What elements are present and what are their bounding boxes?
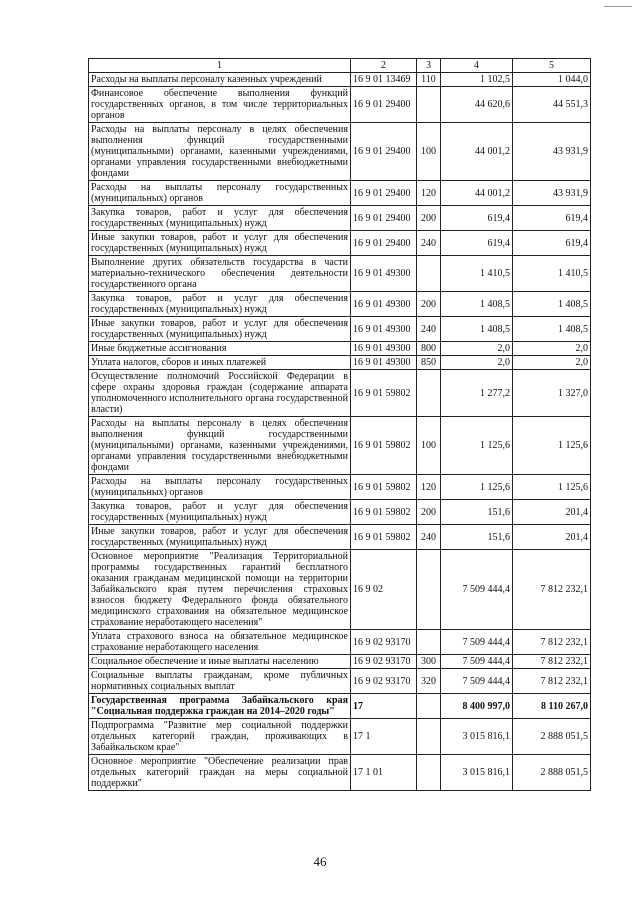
row-amount-1: 2,0 bbox=[441, 342, 513, 356]
row-amount-2: 7 812 232,1 bbox=[513, 655, 591, 669]
row-amount-2: 1 408,5 bbox=[513, 317, 591, 342]
row-expense-type bbox=[417, 550, 441, 630]
table-row bbox=[89, 417, 591, 475]
corner-mark bbox=[604, 6, 632, 7]
row-expense-type: 110 bbox=[417, 73, 441, 87]
row-description: Расходы на выплаты персоналу государственных (муниципальных) органов bbox=[89, 475, 351, 500]
row-code: 16 9 01 29400 bbox=[351, 231, 417, 256]
row-amount-1: 8 400 997,0 bbox=[441, 694, 513, 719]
row-code: 16 9 01 29400 bbox=[351, 181, 417, 206]
row-amount-1: 1 125,6 bbox=[441, 417, 513, 475]
row-amount-2: 619,4 bbox=[513, 206, 591, 231]
row-code: 16 9 01 29400 bbox=[351, 123, 417, 181]
row-code: 16 9 01 49300 bbox=[351, 342, 417, 356]
row-amount-1: 1 410,5 bbox=[441, 256, 513, 292]
row-expense-type: 120 bbox=[417, 181, 441, 206]
table-row bbox=[89, 755, 591, 791]
row-expense-type: 100 bbox=[417, 123, 441, 181]
row-code: 16 9 01 49300 bbox=[351, 256, 417, 292]
header-col-1: 1 bbox=[89, 59, 351, 73]
table-row bbox=[89, 123, 591, 181]
row-amount-2: 7 812 232,1 bbox=[513, 550, 591, 630]
table-row bbox=[89, 669, 591, 694]
table-row bbox=[89, 525, 591, 550]
row-amount-1: 44 001,2 bbox=[441, 181, 513, 206]
header-col-3: 3 bbox=[417, 59, 441, 73]
row-expense-type: 240 bbox=[417, 317, 441, 342]
row-expense-type: 240 bbox=[417, 231, 441, 256]
row-expense-type: 200 bbox=[417, 292, 441, 317]
table-row bbox=[89, 256, 591, 292]
row-description: Иные бюджетные ассигнования bbox=[89, 342, 351, 356]
row-expense-type bbox=[417, 755, 441, 791]
row-expense-type: 120 bbox=[417, 475, 441, 500]
row-amount-1: 1 102,5 bbox=[441, 73, 513, 87]
row-amount-1: 44 620,6 bbox=[441, 87, 513, 123]
row-amount-2: 7 812 232,1 bbox=[513, 669, 591, 694]
row-expense-type: 200 bbox=[417, 500, 441, 525]
row-amount-1: 1 125,6 bbox=[441, 475, 513, 500]
table-row bbox=[89, 73, 591, 87]
row-amount-2: 201,4 bbox=[513, 500, 591, 525]
page-number: 46 bbox=[313, 854, 327, 869]
row-amount-2: 43 931,9 bbox=[513, 123, 591, 181]
row-expense-type: 300 bbox=[417, 655, 441, 669]
table-row bbox=[89, 206, 591, 231]
row-expense-type bbox=[417, 87, 441, 123]
row-expense-type: 200 bbox=[417, 206, 441, 231]
table-row bbox=[89, 87, 591, 123]
row-expense-type bbox=[417, 719, 441, 755]
row-amount-2: 1 125,6 bbox=[513, 475, 591, 500]
header-col-4: 4 bbox=[441, 59, 513, 73]
table-row bbox=[89, 231, 591, 256]
row-amount-1: 7 509 444,4 bbox=[441, 550, 513, 630]
row-amount-2: 44 551,3 bbox=[513, 87, 591, 123]
table-row bbox=[89, 630, 591, 655]
row-code: 16 9 01 49300 bbox=[351, 292, 417, 317]
row-description: Уплата налогов, сборов и иных платежей bbox=[89, 356, 351, 370]
table-row bbox=[89, 719, 591, 755]
row-amount-2: 1 408,5 bbox=[513, 292, 591, 317]
row-expense-type bbox=[417, 630, 441, 655]
row-code: 16 9 01 59802 bbox=[351, 475, 417, 500]
row-expense-type: 850 bbox=[417, 356, 441, 370]
table-row bbox=[89, 655, 591, 669]
header-col-2: 2 bbox=[351, 59, 417, 73]
row-expense-type: 100 bbox=[417, 417, 441, 475]
row-amount-1: 1 277,2 bbox=[441, 370, 513, 417]
row-amount-2: 2 888 051,5 bbox=[513, 719, 591, 755]
row-expense-type: 240 bbox=[417, 525, 441, 550]
row-amount-2: 1 044,0 bbox=[513, 73, 591, 87]
row-description: Закупка товаров, работ и услуг для обеспечения государственных (муниципальных) нужд bbox=[89, 500, 351, 525]
row-code: 16 9 02 bbox=[351, 550, 417, 630]
row-description: Социальное обеспечение и иные выплаты населению bbox=[89, 655, 351, 669]
row-expense-type bbox=[417, 256, 441, 292]
row-amount-1: 3 015 816,1 bbox=[441, 719, 513, 755]
row-code: 16 9 02 93170 bbox=[351, 655, 417, 669]
table-row bbox=[89, 370, 591, 417]
row-description: Иные закупки товаров, работ и услуг для обеспечения государственных (муниципальных) нужд bbox=[89, 231, 351, 256]
header-col-5: 5 bbox=[513, 59, 591, 73]
row-amount-2: 201,4 bbox=[513, 525, 591, 550]
row-code: 16 9 02 93170 bbox=[351, 669, 417, 694]
row-amount-2: 43 931,9 bbox=[513, 181, 591, 206]
row-description: Расходы на выплаты персоналу казенных учреждений bbox=[89, 73, 351, 87]
row-amount-1: 3 015 816,1 bbox=[441, 755, 513, 791]
row-description: Финансовое обеспечение выполнения функций государственных органов, в том числе территориальных органов bbox=[89, 87, 351, 123]
row-description: Выполнение других обязательств государства в части материально-технического обеспечения деятельности государственного органа bbox=[89, 256, 351, 292]
row-code: 16 9 01 59802 bbox=[351, 417, 417, 475]
table-row bbox=[89, 500, 591, 525]
table-row bbox=[89, 356, 591, 370]
row-description: Основное мероприятие "Реализация Территориальной программы государственных гарантий бесплатного оказания гражданам медицинской помощи на территории Забайкальского края путем перечисления страховых взносов бюджету Федерального фонда обязательного медицинского страхования на обязательное медицинское страхование неработающего населения" bbox=[89, 550, 351, 630]
row-amount-2: 1 327,0 bbox=[513, 370, 591, 417]
row-description: Осуществление полномочий Российской Федерации в сфере охраны здоровья граждан (содержание аппарата уполномоченного исполнительного органа государственной власти) bbox=[89, 370, 351, 417]
row-code: 17 1 bbox=[351, 719, 417, 755]
row-description: Государственная программа Забайкальского края "Социальная поддержка граждан на 2014–2020 годы" bbox=[89, 694, 351, 719]
row-amount-1: 1 408,5 bbox=[441, 292, 513, 317]
row-code: 17 bbox=[351, 694, 417, 719]
row-expense-type bbox=[417, 370, 441, 417]
row-code: 16 9 01 59802 bbox=[351, 370, 417, 417]
row-amount-2: 2,0 bbox=[513, 342, 591, 356]
row-amount-1: 7 509 444,4 bbox=[441, 655, 513, 669]
row-code: 16 9 01 59802 bbox=[351, 525, 417, 550]
row-code: 16 9 01 29400 bbox=[351, 206, 417, 231]
row-amount-1: 619,4 bbox=[441, 206, 513, 231]
row-amount-2: 8 110 267,0 bbox=[513, 694, 591, 719]
row-amount-2: 1 125,6 bbox=[513, 417, 591, 475]
row-amount-1: 7 509 444,4 bbox=[441, 669, 513, 694]
row-expense-type bbox=[417, 694, 441, 719]
row-amount-2: 2 888 051,5 bbox=[513, 755, 591, 791]
row-description: Уплата страхового взноса на обязательное медицинское страхование неработающего населения bbox=[89, 630, 351, 655]
row-description: Основное мероприятие "Обеспечение реализации прав отдельных категорий граждан на меры социальной поддержки" bbox=[89, 755, 351, 791]
row-description: Иные закупки товаров, работ и услуг для обеспечения государственных (муниципальных) нужд bbox=[89, 525, 351, 550]
row-code: 16 9 01 13469 bbox=[351, 73, 417, 87]
table-row bbox=[89, 317, 591, 342]
row-amount-1: 7 509 444,4 bbox=[441, 630, 513, 655]
row-code: 16 9 01 59802 bbox=[351, 500, 417, 525]
row-description: Иные закупки товаров, работ и услуг для обеспечения государственных (муниципальных) нужд bbox=[89, 317, 351, 342]
row-amount-2: 2,0 bbox=[513, 356, 591, 370]
row-amount-2: 7 812 232,1 bbox=[513, 630, 591, 655]
row-code: 16 9 01 49300 bbox=[351, 356, 417, 370]
row-amount-1: 151,6 bbox=[441, 525, 513, 550]
table-row bbox=[89, 475, 591, 500]
table-row bbox=[89, 342, 591, 356]
row-description: Расходы на выплаты персоналу в целях обеспечения выполнения функций государственными (муниципальными) органами, казенными учреждениями, органами управления государственными внебюджетными фондами bbox=[89, 123, 351, 181]
row-expense-type: 800 bbox=[417, 342, 441, 356]
table-row bbox=[89, 181, 591, 206]
row-code: 17 1 01 bbox=[351, 755, 417, 791]
row-code: 16 9 01 49300 bbox=[351, 317, 417, 342]
table-row bbox=[89, 550, 591, 630]
row-amount-2: 619,4 bbox=[513, 231, 591, 256]
row-description: Подпрограмма "Развитие мер социальной поддержки отдельных категорий граждан, проживающих в Забайкальском крае" bbox=[89, 719, 351, 755]
row-code: 16 9 02 93170 bbox=[351, 630, 417, 655]
row-amount-1: 619,4 bbox=[441, 231, 513, 256]
row-expense-type: 320 bbox=[417, 669, 441, 694]
header-row bbox=[89, 59, 591, 73]
row-description: Закупка товаров, работ и услуг для обеспечения государственных (муниципальных) нужд bbox=[89, 206, 351, 231]
row-amount-2: 1 410,5 bbox=[513, 256, 591, 292]
row-amount-1: 151,6 bbox=[441, 500, 513, 525]
row-amount-1: 2,0 bbox=[441, 356, 513, 370]
row-description: Закупка товаров, работ и услуг для обеспечения государственных (муниципальных) нужд bbox=[89, 292, 351, 317]
row-description: Расходы на выплаты персоналу государственных (муниципальных) органов bbox=[89, 181, 351, 206]
table-row bbox=[89, 292, 591, 317]
row-amount-1: 44 001,2 bbox=[441, 123, 513, 181]
table-row-program-total bbox=[89, 694, 591, 719]
row-description: Расходы на выплаты персоналу в целях обеспечения выполнения функций государственными (муниципальными) органами, казенными учреждениями, органами управления государственными внебюджетными фондами bbox=[89, 417, 351, 475]
row-description: Социальные выплаты гражданам, кроме публичных нормативных социальных выплат bbox=[89, 669, 351, 694]
row-amount-1: 1 408,5 bbox=[441, 317, 513, 342]
row-code: 16 9 01 29400 bbox=[351, 87, 417, 123]
budget-table bbox=[88, 58, 591, 791]
